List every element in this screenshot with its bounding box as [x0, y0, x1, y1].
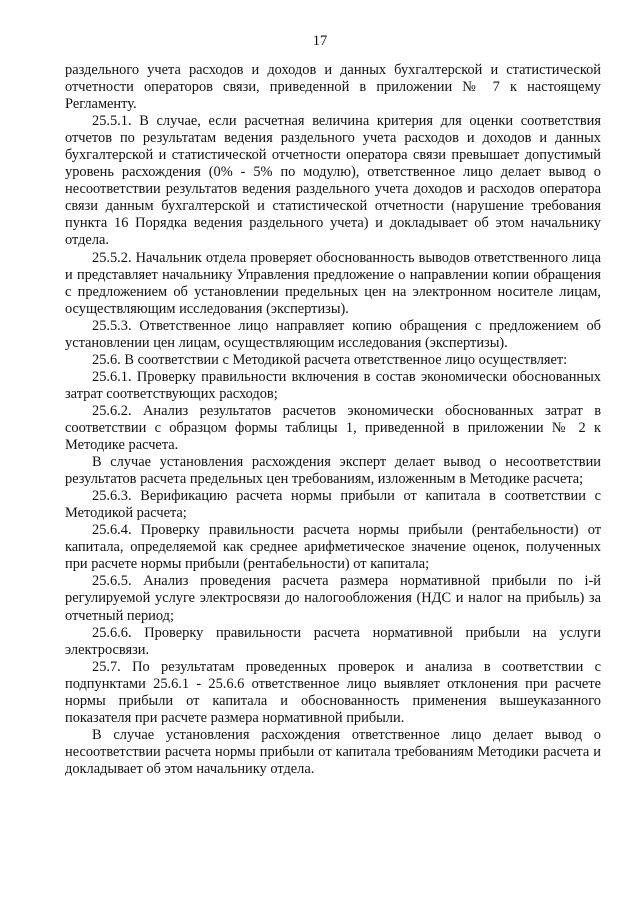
- page-number: 17: [312, 33, 328, 49]
- paragraph-discrepancy-responsible: В случае установления расхождения ответственное лицо делает вывод о несоответствии расчета нормы прибыли от капитала требованиям Методики расчета и докладывает об этом начальнику отдела.: [65, 726, 601, 777]
- paragraph-25-6-2: 25.6.2. Анализ результатов расчетов экономически обоснованных затрат в соответствии с образцом формы таблицы 1, приведенной в приложении № 2 к Методике расчета.: [65, 402, 601, 454]
- paragraph-25-5-2: 25.5.2. Начальник отдела проверяет обоснованность выводов ответственного лица и представляет начальнику Управления предложение о направлении копии обращения с предложением об установлении предельных цен на электронном носителе лицам, осуществляющим исследования (экспертизы).: [65, 249, 601, 317]
- paragraph-25-6-4: 25.6.4. Проверку правильности расчета нормы прибыли (рентабельности) от капитала, определяемой как среднее арифметическое значение оценок, полученных при расчете нормы прибыли (рентабельности) от капитала;: [65, 522, 601, 573]
- paragraph-25-6-1: 25.6.1. Проверку правильности включения в состав экономически обоснованных затрат соответствующих расходов;: [65, 368, 601, 402]
- paragraph-25-5-3: 25.5.3. Ответственное лицо направляет копию обращения с предложением об установлении цен лицам, осуществляющим исследования (экспертизы).: [65, 317, 601, 351]
- paragraph-25-6-6: 25.6.6. Проверку правильности расчета нормативной прибыли на услуги электросвязи.: [65, 624, 601, 658]
- paragraph-continuation: раздельного учета расходов и доходов и данных бухгалтерской и статистической отчетности операторов связи, приведенной в приложении № 7 к настоящему Регламенту.: [65, 62, 601, 113]
- paragraph-25-5-1: 25.5.1. В случае, если расчетная величина критерия для оценки соответствия отчетов по результатам ведения раздельного учета расходов и доходов и данных бухгалтерской и статистической отчетности оператора связи превышает допустимый уровень расхождения (0% - 5% по модулю), ответственное лицо делает вывод о несоответствии результатов ведения раздельного учета доходов и расходов оператора связи данным бухгалтерской и статистической отчетности (нарушение требования пункта 16 Порядка ведения раздельного учета) и докладывает об этом начальнику отдела.: [65, 113, 601, 249]
- paragraph-25-6-5: 25.6.5. Анализ проведения расчета размера нормативной прибыли по i-й регулируемой услуге электросвязи до налогообложения (НДС и налог на прибыль) за отчетный период;: [65, 573, 601, 624]
- paragraph-25-7: 25.7. По результатам проведенных проверок и анализа в соответствии с подпунктами 25.6.1 - 25.6.6 ответственное лицо выявляет отклонения при расчете нормы прибыли от капитала и обоснованность применения вышеуказанного показателя при расчете размера нормативной прибыли.: [65, 658, 601, 726]
- paragraph-25-6: 25.6. В соответствии с Методикой расчета ответственное лицо осуществляет:: [92, 351, 568, 368]
- document-body: [65, 62, 601, 778]
- paragraph-discrepancy-expert: В случае установления расхождения эксперт делает вывод о несоответствии результатов расчета предельных цен требованиям, изложенным в Методике расчета;: [65, 454, 601, 488]
- paragraph-25-6-3: 25.6.3. Верификацию расчета нормы прибыли от капитала в соответствии с Методикой расчета;: [65, 488, 601, 522]
